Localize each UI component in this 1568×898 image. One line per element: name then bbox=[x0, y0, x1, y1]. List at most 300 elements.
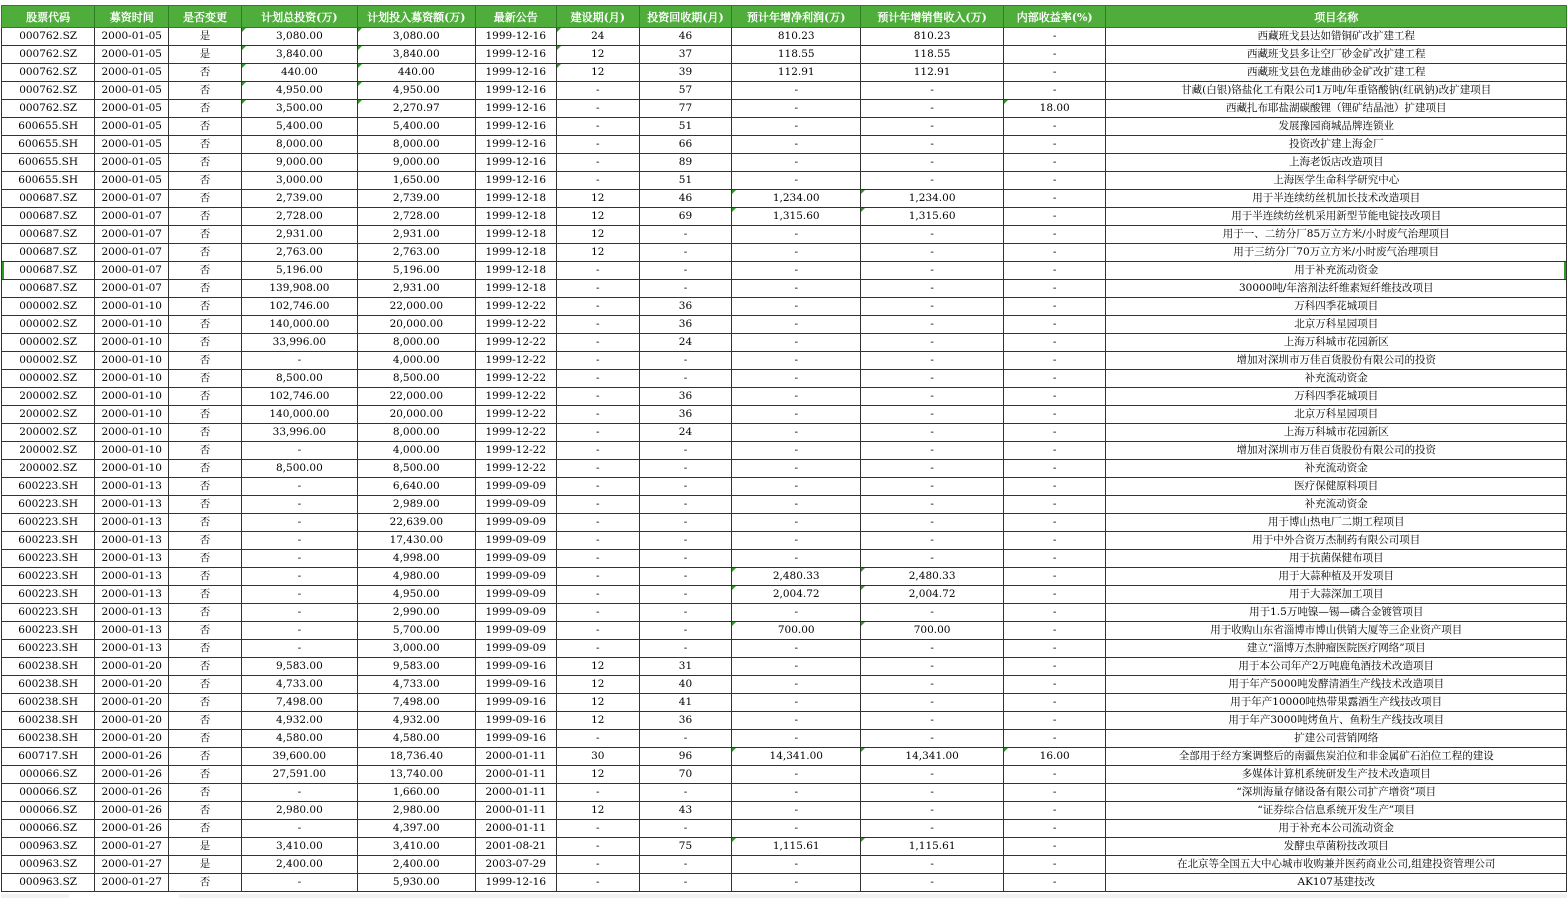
table-cell[interactable]: - bbox=[1003, 550, 1106, 568]
table-row[interactable] bbox=[2, 604, 1567, 622]
table-cell[interactable]: - bbox=[241, 442, 357, 460]
table-cell[interactable]: 30000吨/年溶剂法纤维素短纤维技改项目 bbox=[1106, 280, 1567, 298]
table-cell[interactable]: 否 bbox=[169, 694, 242, 712]
table-cell[interactable]: 2000-01-07 bbox=[95, 208, 169, 226]
table-row[interactable] bbox=[2, 334, 1567, 352]
table-cell[interactable]: 2000-01-11 bbox=[475, 766, 556, 784]
table-cell[interactable]: 8,500.00 bbox=[357, 460, 475, 478]
table-cell[interactable]: 2003-07-29 bbox=[475, 856, 556, 874]
table-cell[interactable]: - bbox=[861, 424, 1004, 442]
table-cell[interactable]: 否 bbox=[169, 118, 242, 136]
table-cell[interactable]: - bbox=[639, 244, 731, 262]
table-cell[interactable]: 000066.SZ bbox=[2, 766, 95, 784]
table-cell[interactable]: 12 bbox=[556, 802, 639, 820]
table-cell[interactable]: - bbox=[861, 460, 1004, 478]
table-cell[interactable]: 1999-12-16 bbox=[475, 46, 556, 64]
table-cell[interactable]: - bbox=[732, 100, 861, 118]
table-cell[interactable]: 31 bbox=[639, 658, 731, 676]
table-cell[interactable]: - bbox=[1003, 370, 1106, 388]
table-cell[interactable]: 1,234.00 bbox=[861, 190, 1004, 208]
table-cell[interactable]: 1999-12-16 bbox=[475, 874, 556, 892]
table-cell[interactable]: 否 bbox=[169, 460, 242, 478]
table-cell[interactable]: 2,980.00 bbox=[357, 802, 475, 820]
table-cell[interactable]: 增加对深圳市万佳百货股份有限公司的投资 bbox=[1106, 352, 1567, 370]
table-cell[interactable]: 000687.SZ bbox=[2, 244, 95, 262]
table-row[interactable] bbox=[2, 676, 1567, 694]
table-cell[interactable]: 46 bbox=[639, 190, 731, 208]
table-cell[interactable]: - bbox=[732, 136, 861, 154]
table-cell[interactable]: - bbox=[861, 532, 1004, 550]
table-cell[interactable]: 000002.SZ bbox=[2, 370, 95, 388]
table-cell[interactable]: 1999-12-18 bbox=[475, 280, 556, 298]
table-cell[interactable]: - bbox=[241, 622, 357, 640]
table-cell[interactable]: - bbox=[556, 550, 639, 568]
table-cell[interactable]: - bbox=[732, 262, 861, 280]
table-cell[interactable]: 用于1.5万吨镍—锡—磷合金镀管项目 bbox=[1106, 604, 1567, 622]
table-cell[interactable]: - bbox=[861, 316, 1004, 334]
table-cell[interactable]: 2000-01-05 bbox=[95, 136, 169, 154]
table-cell[interactable]: 全部用于经方案调整后的南疆焦炭泊位和非金属矿石泊位工程的建设 bbox=[1106, 748, 1567, 766]
table-cell[interactable]: 否 bbox=[169, 262, 242, 280]
table-cell[interactable]: - bbox=[732, 334, 861, 352]
table-cell[interactable]: 9,583.00 bbox=[357, 658, 475, 676]
table-row[interactable] bbox=[2, 406, 1567, 424]
table-cell[interactable]: - bbox=[732, 118, 861, 136]
table-cell[interactable]: - bbox=[732, 352, 861, 370]
table-cell[interactable]: 600223.SH bbox=[2, 586, 95, 604]
table-cell[interactable]: 12 bbox=[556, 64, 639, 82]
table-cell[interactable]: - bbox=[556, 856, 639, 874]
table-cell[interactable]: - bbox=[1003, 388, 1106, 406]
table-cell[interactable]: 2,763.00 bbox=[357, 244, 475, 262]
table-cell[interactable]: 否 bbox=[169, 640, 242, 658]
table-cell[interactable]: - bbox=[556, 370, 639, 388]
table-cell[interactable]: 51 bbox=[639, 172, 731, 190]
table-cell[interactable]: 2000-01-13 bbox=[95, 532, 169, 550]
table-row[interactable] bbox=[2, 658, 1567, 676]
table-cell[interactable]: - bbox=[732, 244, 861, 262]
table-cell[interactable]: 用于三纺分厂70万立方米/小时废气治理项目 bbox=[1106, 244, 1567, 262]
table-cell[interactable]: 4,950.00 bbox=[357, 82, 475, 100]
table-cell[interactable]: 1999-09-09 bbox=[475, 532, 556, 550]
table-cell[interactable]: 2,004.72 bbox=[861, 586, 1004, 604]
table-cell[interactable]: 8,500.00 bbox=[357, 370, 475, 388]
table-cell[interactable]: 2000-01-05 bbox=[95, 28, 169, 46]
table-cell[interactable]: 否 bbox=[169, 334, 242, 352]
table-cell[interactable]: - bbox=[241, 532, 357, 550]
table-cell[interactable]: 5,400.00 bbox=[357, 118, 475, 136]
column-header[interactable]: 股票代码 bbox=[2, 6, 95, 28]
table-cell[interactable]: - bbox=[639, 604, 731, 622]
table-cell[interactable]: - bbox=[556, 838, 639, 856]
table-cell[interactable]: 18.00 bbox=[1003, 100, 1106, 118]
table-cell[interactable]: 140,000.00 bbox=[241, 316, 357, 334]
table-cell[interactable]: - bbox=[732, 226, 861, 244]
table-cell[interactable]: 在北京等全国五大中心城市收购兼并医药商业公司,组建投资管理公司 bbox=[1106, 856, 1567, 874]
table-cell[interactable]: 1999-12-16 bbox=[475, 154, 556, 172]
table-cell[interactable]: 补充流动资金 bbox=[1106, 370, 1567, 388]
table-cell[interactable]: 41 bbox=[639, 694, 731, 712]
table-cell[interactable]: 12 bbox=[556, 712, 639, 730]
table-cell[interactable]: - bbox=[861, 136, 1004, 154]
table-cell[interactable]: 2000-01-10 bbox=[95, 298, 169, 316]
table-cell[interactable]: 1999-12-16 bbox=[475, 82, 556, 100]
table-cell[interactable]: - bbox=[241, 478, 357, 496]
table-cell[interactable]: - bbox=[1003, 478, 1106, 496]
table-cell[interactable]: 810.23 bbox=[861, 28, 1004, 46]
table-cell[interactable]: 57 bbox=[639, 82, 731, 100]
table-cell[interactable]: - bbox=[1003, 784, 1106, 802]
table-cell[interactable]: 1999-12-18 bbox=[475, 190, 556, 208]
table-row[interactable] bbox=[2, 694, 1567, 712]
table-cell[interactable]: - bbox=[1003, 226, 1106, 244]
table-cell[interactable]: - bbox=[861, 280, 1004, 298]
table-cell[interactable]: 2000-01-10 bbox=[95, 442, 169, 460]
table-cell[interactable]: 000762.SZ bbox=[2, 82, 95, 100]
table-cell[interactable]: 1,650.00 bbox=[357, 172, 475, 190]
column-header[interactable]: 最新公告 bbox=[475, 6, 556, 28]
table-cell[interactable]: 5,196.00 bbox=[241, 262, 357, 280]
table-cell[interactable]: 000762.SZ bbox=[2, 28, 95, 46]
table-cell[interactable]: - bbox=[861, 370, 1004, 388]
table-cell[interactable]: - bbox=[556, 622, 639, 640]
table-cell[interactable]: - bbox=[241, 640, 357, 658]
table-cell[interactable]: 4,950.00 bbox=[241, 82, 357, 100]
table-cell[interactable]: 1999-12-18 bbox=[475, 262, 556, 280]
column-header[interactable]: 募资时间 bbox=[95, 6, 169, 28]
table-cell[interactable]: 1999-12-16 bbox=[475, 136, 556, 154]
table-cell[interactable]: 2,480.33 bbox=[861, 568, 1004, 586]
table-cell[interactable]: 2000-01-10 bbox=[95, 388, 169, 406]
table-row[interactable] bbox=[2, 316, 1567, 334]
table-cell[interactable]: 600238.SH bbox=[2, 730, 95, 748]
table-cell[interactable]: 1999-09-09 bbox=[475, 604, 556, 622]
table-cell[interactable]: 600655.SH bbox=[2, 136, 95, 154]
table-cell[interactable]: 77 bbox=[639, 100, 731, 118]
table-cell[interactable]: - bbox=[556, 172, 639, 190]
table-cell[interactable]: 2,739.00 bbox=[357, 190, 475, 208]
table-cell[interactable]: 600655.SH bbox=[2, 172, 95, 190]
table-cell[interactable]: 000762.SZ bbox=[2, 46, 95, 64]
table-cell[interactable]: 2,400.00 bbox=[357, 856, 475, 874]
table-cell[interactable]: 8,500.00 bbox=[241, 370, 357, 388]
table-cell[interactable]: - bbox=[861, 604, 1004, 622]
table-cell[interactable]: - bbox=[556, 604, 639, 622]
column-header[interactable]: 建设期(月) bbox=[556, 6, 639, 28]
table-cell[interactable]: - bbox=[732, 82, 861, 100]
table-cell[interactable]: 用于补充本公司流动资金 bbox=[1106, 820, 1567, 838]
table-cell[interactable]: 否 bbox=[169, 154, 242, 172]
table-cell[interactable]: 3,500.00 bbox=[241, 100, 357, 118]
table-cell[interactable]: 1,234.00 bbox=[732, 190, 861, 208]
table-cell[interactable]: - bbox=[639, 496, 731, 514]
table-cell[interactable]: 用于收购山东省淄博市博山供销大厦等三企业资产项目 bbox=[1106, 622, 1567, 640]
table-cell[interactable]: 24 bbox=[556, 28, 639, 46]
table-cell[interactable]: 600238.SH bbox=[2, 712, 95, 730]
table-cell[interactable]: 140,000.00 bbox=[241, 406, 357, 424]
table-row[interactable] bbox=[2, 280, 1567, 298]
table-cell[interactable]: 否 bbox=[169, 586, 242, 604]
table-cell[interactable]: 用于中外合资万杰制药有限公司项目 bbox=[1106, 532, 1567, 550]
table-cell[interactable]: 2000-01-26 bbox=[95, 766, 169, 784]
table-cell[interactable]: 200002.SZ bbox=[2, 442, 95, 460]
table-cell[interactable]: 2,728.00 bbox=[241, 208, 357, 226]
table-cell[interactable]: 2000-01-11 bbox=[475, 820, 556, 838]
column-header[interactable]: 计划投入募资额(万) bbox=[357, 6, 475, 28]
table-row[interactable] bbox=[2, 352, 1567, 370]
table-cell[interactable]: 2,004.72 bbox=[732, 586, 861, 604]
table-cell[interactable]: 否 bbox=[169, 442, 242, 460]
table-cell[interactable]: 2000-01-07 bbox=[95, 226, 169, 244]
table-cell[interactable]: 发展豫园商城品牌连锁业 bbox=[1106, 118, 1567, 136]
table-cell[interactable]: 7,498.00 bbox=[357, 694, 475, 712]
table-cell[interactable]: - bbox=[861, 730, 1004, 748]
table-row[interactable] bbox=[2, 190, 1567, 208]
table-cell[interactable]: - bbox=[732, 550, 861, 568]
table-cell[interactable]: 96 bbox=[639, 748, 731, 766]
table-cell[interactable]: - bbox=[556, 424, 639, 442]
table-cell[interactable]: - bbox=[1003, 82, 1106, 100]
table-cell[interactable]: 补充流动资金 bbox=[1106, 460, 1567, 478]
table-cell[interactable]: - bbox=[861, 496, 1004, 514]
table-cell[interactable]: 否 bbox=[169, 802, 242, 820]
table-cell[interactable]: 12 bbox=[556, 226, 639, 244]
table-cell[interactable]: 2000-01-20 bbox=[95, 658, 169, 676]
table-cell[interactable]: 7,498.00 bbox=[241, 694, 357, 712]
table-row[interactable] bbox=[2, 118, 1567, 136]
table-cell[interactable]: 4,397.00 bbox=[357, 820, 475, 838]
table-cell[interactable]: - bbox=[1003, 586, 1106, 604]
table-cell[interactable]: 4,980.00 bbox=[357, 568, 475, 586]
table-cell[interactable]: 北京万科星园项目 bbox=[1106, 406, 1567, 424]
table-cell[interactable]: 医疗保健原料项目 bbox=[1106, 478, 1567, 496]
table-cell[interactable]: 66 bbox=[639, 136, 731, 154]
table-cell[interactable]: 12 bbox=[556, 46, 639, 64]
table-cell[interactable]: 200002.SZ bbox=[2, 388, 95, 406]
table-cell[interactable]: 14,341.00 bbox=[861, 748, 1004, 766]
table-cell[interactable]: - bbox=[861, 334, 1004, 352]
table-cell[interactable]: 2000-01-10 bbox=[95, 370, 169, 388]
table-cell[interactable]: - bbox=[1003, 514, 1106, 532]
table-cell[interactable]: - bbox=[1003, 874, 1106, 892]
table-cell[interactable]: 2000-01-13 bbox=[95, 496, 169, 514]
table-row[interactable] bbox=[2, 208, 1567, 226]
table-cell[interactable]: - bbox=[241, 820, 357, 838]
table-cell[interactable]: - bbox=[732, 298, 861, 316]
table-row[interactable] bbox=[2, 586, 1567, 604]
table-cell[interactable]: - bbox=[241, 352, 357, 370]
table-cell[interactable]: - bbox=[1003, 856, 1106, 874]
table-cell[interactable]: - bbox=[732, 730, 861, 748]
table-cell[interactable]: - bbox=[861, 118, 1004, 136]
table-cell[interactable]: 27,591.00 bbox=[241, 766, 357, 784]
table-cell[interactable]: 2000-01-27 bbox=[95, 874, 169, 892]
table-cell[interactable]: 600238.SH bbox=[2, 694, 95, 712]
table-cell[interactable]: 600717.SH bbox=[2, 748, 95, 766]
table-cell[interactable]: 否 bbox=[169, 622, 242, 640]
table-cell[interactable]: - bbox=[556, 406, 639, 424]
table-cell[interactable]: - bbox=[1003, 298, 1106, 316]
table-cell[interactable]: 1999-09-16 bbox=[475, 730, 556, 748]
table-cell[interactable]: 2000-01-13 bbox=[95, 568, 169, 586]
table-cell[interactable]: 1999-09-16 bbox=[475, 658, 556, 676]
table-cell[interactable]: 1999-09-16 bbox=[475, 694, 556, 712]
table-cell[interactable]: 20,000.00 bbox=[357, 316, 475, 334]
table-cell[interactable]: - bbox=[1003, 622, 1106, 640]
table-cell[interactable]: - bbox=[639, 784, 731, 802]
table-cell[interactable]: 用于年产5000吨发酵清酒生产线技术改造项目 bbox=[1106, 676, 1567, 694]
table-cell[interactable]: 000002.SZ bbox=[2, 334, 95, 352]
table-cell[interactable]: 36 bbox=[639, 388, 731, 406]
table-cell[interactable]: 否 bbox=[169, 820, 242, 838]
table-cell[interactable]: 12 bbox=[556, 676, 639, 694]
table-cell[interactable]: 200002.SZ bbox=[2, 424, 95, 442]
table-cell[interactable]: 否 bbox=[169, 550, 242, 568]
table-cell[interactable]: 600223.SH bbox=[2, 514, 95, 532]
table-cell[interactable]: 用于大蒜深加工项目 bbox=[1106, 586, 1567, 604]
table-cell[interactable]: 12 bbox=[556, 658, 639, 676]
table-cell[interactable]: 发酵虫草菌粉技改项目 bbox=[1106, 838, 1567, 856]
table-cell[interactable]: 2000-01-07 bbox=[95, 280, 169, 298]
table-cell[interactable]: 118.55 bbox=[732, 46, 861, 64]
table-cell[interactable]: - bbox=[556, 784, 639, 802]
table-row[interactable] bbox=[2, 748, 1567, 766]
column-header[interactable]: 预计年增净利润(万) bbox=[732, 6, 861, 28]
table-cell[interactable]: 用于半连续纺丝机采用新型节能电锭技改项目 bbox=[1106, 208, 1567, 226]
table-cell[interactable]: - bbox=[732, 424, 861, 442]
table-cell[interactable]: - bbox=[556, 298, 639, 316]
table-cell[interactable]: 用于补充流动资金 bbox=[1106, 262, 1567, 280]
table-cell[interactable]: 2000-01-13 bbox=[95, 514, 169, 532]
table-cell[interactable]: 12 bbox=[556, 208, 639, 226]
table-cell[interactable]: - bbox=[861, 550, 1004, 568]
table-cell[interactable]: 1999-09-16 bbox=[475, 676, 556, 694]
table-cell[interactable]: - bbox=[1003, 280, 1106, 298]
table-cell[interactable]: 39,600.00 bbox=[241, 748, 357, 766]
table-cell[interactable]: - bbox=[241, 586, 357, 604]
table-cell[interactable]: - bbox=[861, 802, 1004, 820]
table-cell[interactable]: 4,932.00 bbox=[241, 712, 357, 730]
table-row[interactable] bbox=[2, 460, 1567, 478]
table-cell[interactable]: - bbox=[556, 568, 639, 586]
table-cell[interactable]: 用于年产10000吨热带果露酒生产线技改项目 bbox=[1106, 694, 1567, 712]
table-cell[interactable]: 2000-01-13 bbox=[95, 622, 169, 640]
table-row[interactable] bbox=[2, 172, 1567, 190]
table-cell[interactable]: - bbox=[1003, 712, 1106, 730]
table-cell[interactable]: 9,000.00 bbox=[241, 154, 357, 172]
table-cell[interactable]: 1999-09-09 bbox=[475, 568, 556, 586]
table-cell[interactable]: 2000-01-13 bbox=[95, 478, 169, 496]
table-cell[interactable]: - bbox=[556, 154, 639, 172]
table-cell[interactable]: 1999-12-18 bbox=[475, 226, 556, 244]
table-cell[interactable]: - bbox=[861, 712, 1004, 730]
table-cell[interactable]: 12 bbox=[556, 190, 639, 208]
table-row[interactable] bbox=[2, 424, 1567, 442]
table-cell[interactable]: - bbox=[1003, 658, 1106, 676]
table-cell[interactable]: 投资改扩建上海金厂 bbox=[1106, 136, 1567, 154]
table-cell[interactable]: 上海万科城市花园新区 bbox=[1106, 424, 1567, 442]
table-cell[interactable]: 否 bbox=[169, 658, 242, 676]
table-cell[interactable]: - bbox=[639, 478, 731, 496]
table-cell[interactable]: 5,930.00 bbox=[357, 874, 475, 892]
table-cell[interactable]: 1999-12-22 bbox=[475, 370, 556, 388]
table-cell[interactable]: 139,908.00 bbox=[241, 280, 357, 298]
table-cell[interactable]: - bbox=[732, 280, 861, 298]
table-cell[interactable]: - bbox=[732, 856, 861, 874]
table-cell[interactable]: 2,931.00 bbox=[357, 226, 475, 244]
table-cell[interactable]: 000687.SZ bbox=[2, 190, 95, 208]
table-cell[interactable]: - bbox=[1003, 172, 1106, 190]
table-cell[interactable]: 1999-09-16 bbox=[475, 712, 556, 730]
table-cell[interactable]: - bbox=[241, 550, 357, 568]
table-cell[interactable]: 000066.SZ bbox=[2, 802, 95, 820]
table-cell[interactable]: 8,500.00 bbox=[241, 460, 357, 478]
table-cell[interactable]: - bbox=[861, 784, 1004, 802]
table-cell[interactable]: - bbox=[639, 280, 731, 298]
table-cell[interactable]: - bbox=[861, 442, 1004, 460]
table-cell[interactable]: 700.00 bbox=[732, 622, 861, 640]
table-cell[interactable]: - bbox=[1003, 730, 1106, 748]
table-cell[interactable]: - bbox=[639, 856, 731, 874]
table-cell[interactable]: - bbox=[556, 82, 639, 100]
table-cell[interactable]: - bbox=[732, 406, 861, 424]
column-header[interactable]: 内部收益率(%) bbox=[1003, 6, 1106, 28]
table-cell[interactable]: 1999-12-16 bbox=[475, 64, 556, 82]
table-cell[interactable]: 2000-01-10 bbox=[95, 424, 169, 442]
table-cell[interactable]: - bbox=[1003, 406, 1106, 424]
table-cell[interactable]: - bbox=[861, 478, 1004, 496]
table-cell[interactable]: - bbox=[1003, 316, 1106, 334]
table-cell[interactable]: - bbox=[861, 352, 1004, 370]
table-cell[interactable]: - bbox=[241, 568, 357, 586]
table-cell[interactable]: 2000-01-10 bbox=[95, 406, 169, 424]
table-cell[interactable]: 000963.SZ bbox=[2, 874, 95, 892]
table-cell[interactable]: 2000-01-26 bbox=[95, 748, 169, 766]
table-cell[interactable]: 600223.SH bbox=[2, 640, 95, 658]
table-cell[interactable]: 1999-12-18 bbox=[475, 208, 556, 226]
scrollbar-thumb[interactable] bbox=[69, 894, 179, 898]
table-cell[interactable]: 2000-01-05 bbox=[95, 100, 169, 118]
table-cell[interactable]: 102,746.00 bbox=[241, 298, 357, 316]
table-cell[interactable]: - bbox=[1003, 604, 1106, 622]
table-row[interactable] bbox=[2, 802, 1567, 820]
table-cell[interactable]: 36 bbox=[639, 298, 731, 316]
table-cell[interactable]: - bbox=[732, 514, 861, 532]
table-cell[interactable]: - bbox=[732, 172, 861, 190]
table-cell[interactable]: - bbox=[639, 514, 731, 532]
table-cell[interactable]: 3,080.00 bbox=[241, 28, 357, 46]
table-cell[interactable]: 1999-09-09 bbox=[475, 640, 556, 658]
table-cell[interactable]: - bbox=[732, 442, 861, 460]
table-cell[interactable]: 89 bbox=[639, 154, 731, 172]
table-cell[interactable]: 1999-09-09 bbox=[475, 586, 556, 604]
table-cell[interactable]: - bbox=[556, 586, 639, 604]
table-cell[interactable]: - bbox=[861, 640, 1004, 658]
table-cell[interactable]: 上海医学生命科学研究中心 bbox=[1106, 172, 1567, 190]
table-cell[interactable]: 36 bbox=[639, 712, 731, 730]
table-cell[interactable]: 4,580.00 bbox=[241, 730, 357, 748]
table-cell[interactable]: 2000-01-10 bbox=[95, 460, 169, 478]
table-cell[interactable]: - bbox=[732, 532, 861, 550]
table-cell[interactable]: - bbox=[861, 406, 1004, 424]
table-cell[interactable]: 2000-01-13 bbox=[95, 586, 169, 604]
table-cell[interactable]: - bbox=[241, 496, 357, 514]
table-cell[interactable]: 西藏班戈县色龙雄曲砂金矿改扩建工程 bbox=[1106, 64, 1567, 82]
table-cell[interactable]: - bbox=[639, 730, 731, 748]
table-cell[interactable]: 1,115.61 bbox=[732, 838, 861, 856]
table-cell[interactable]: 000687.SZ bbox=[2, 280, 95, 298]
table-cell[interactable]: - bbox=[1003, 496, 1106, 514]
